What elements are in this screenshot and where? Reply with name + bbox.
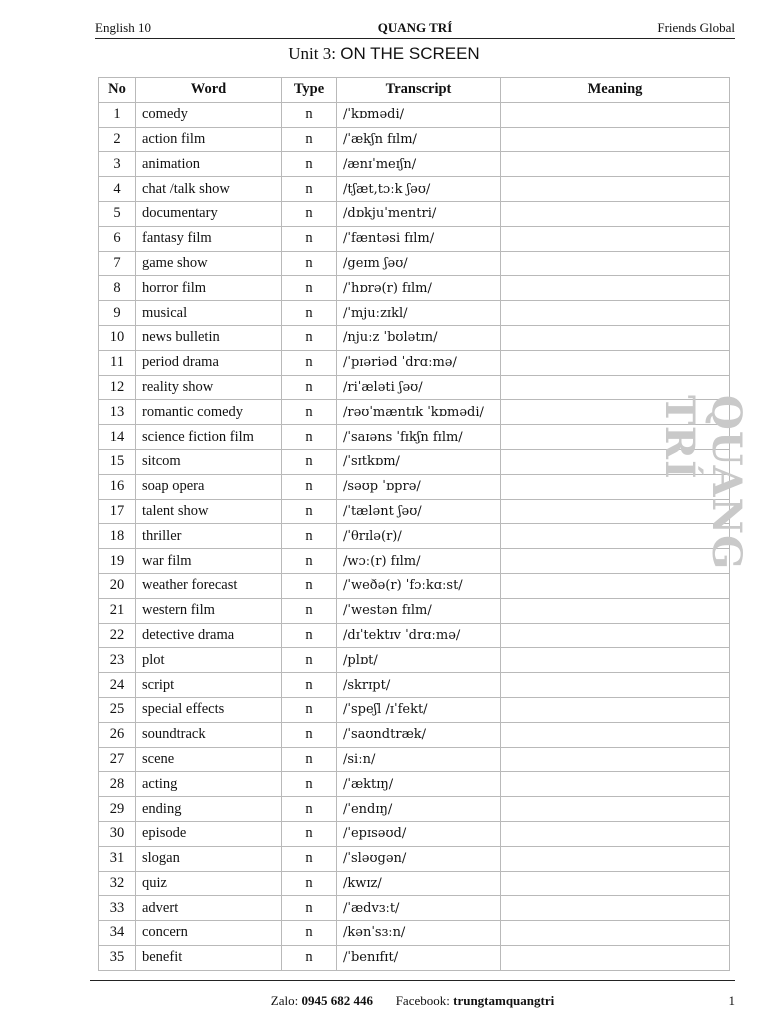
row-number: 18: [99, 524, 136, 549]
type-cell: n: [282, 400, 337, 425]
type-cell: n: [282, 449, 337, 474]
row-number: 34: [99, 921, 136, 946]
type-cell: n: [282, 177, 337, 202]
transcript-cell: /ˈsɪtkɒm/: [337, 449, 501, 474]
footer-contact: [90, 993, 735, 1009]
type-cell: n: [282, 871, 337, 896]
zalo-number: 0945 682 446: [301, 993, 373, 1008]
word-cell: game show: [136, 251, 282, 276]
meaning-cell: [501, 524, 730, 549]
type-cell: n: [282, 573, 337, 598]
word-cell: soundtrack: [136, 722, 282, 747]
transcript-cell: /ˈepɪsəʊd/: [337, 821, 501, 846]
word-cell: episode: [136, 821, 282, 846]
row-number: 11: [99, 350, 136, 375]
row-number: 17: [99, 499, 136, 524]
meaning-cell: [501, 697, 730, 722]
table-row: [99, 549, 730, 574]
row-number: 4: [99, 177, 136, 202]
row-number: 2: [99, 127, 136, 152]
meaning-cell: [501, 177, 730, 202]
transcript-cell: /ˈbenɪfɪt/: [337, 945, 501, 970]
row-number: 19: [99, 549, 136, 574]
transcript-cell: /ˈædvɜːt/: [337, 896, 501, 921]
meaning-cell: [501, 152, 730, 177]
type-cell: n: [282, 772, 337, 797]
row-number: 26: [99, 722, 136, 747]
facebook-label: Facebook:: [395, 993, 450, 1008]
table-row: [99, 301, 730, 326]
type-cell: n: [282, 425, 337, 450]
word-cell: chat /talk show: [136, 177, 282, 202]
table-header-row: [99, 78, 730, 103]
table-row: [99, 623, 730, 648]
type-cell: n: [282, 276, 337, 301]
type-cell: n: [282, 301, 337, 326]
word-cell: benefit: [136, 945, 282, 970]
table-row: [99, 201, 730, 226]
type-cell: n: [282, 846, 337, 871]
row-number: 33: [99, 896, 136, 921]
transcript-cell: /ˈækʃn fɪlm/: [337, 127, 501, 152]
row-number: 13: [99, 400, 136, 425]
meaning-cell: [501, 549, 730, 574]
transcript-cell: /dɒkjuˈmentri/: [337, 201, 501, 226]
meaning-cell: [501, 722, 730, 747]
word-cell: plot: [136, 648, 282, 673]
table-row: [99, 772, 730, 797]
word-cell: special effects: [136, 697, 282, 722]
header-series: Friends Global: [657, 20, 735, 35]
row-number: 20: [99, 573, 136, 598]
table-row: [99, 945, 730, 970]
word-cell: ending: [136, 797, 282, 822]
page-footer: [90, 980, 735, 1011]
row-number: 35: [99, 945, 136, 970]
facebook-handle: trungtamquangtri: [453, 993, 555, 1008]
meaning-cell: [501, 276, 730, 301]
header-course: English 10: [95, 20, 151, 35]
table-row: [99, 499, 730, 524]
word-cell: comedy: [136, 102, 282, 127]
word-cell: musical: [136, 301, 282, 326]
type-cell: n: [282, 375, 337, 400]
row-number: 30: [99, 821, 136, 846]
type-cell: n: [282, 549, 337, 574]
row-number: 16: [99, 474, 136, 499]
word-cell: script: [136, 673, 282, 698]
transcript-cell: /skrɪpt/: [337, 673, 501, 698]
type-cell: n: [282, 722, 337, 747]
row-number: 29: [99, 797, 136, 822]
word-cell: animation: [136, 152, 282, 177]
table-row: [99, 449, 730, 474]
row-number: 23: [99, 648, 136, 673]
table-row: [99, 846, 730, 871]
type-cell: n: [282, 350, 337, 375]
type-cell: n: [282, 499, 337, 524]
table-row: [99, 102, 730, 127]
meaning-cell: [501, 251, 730, 276]
word-cell: thriller: [136, 524, 282, 549]
word-cell: documentary: [136, 201, 282, 226]
meaning-cell: [501, 201, 730, 226]
row-number: 14: [99, 425, 136, 450]
table-row: [99, 598, 730, 623]
type-cell: n: [282, 127, 337, 152]
row-number: 21: [99, 598, 136, 623]
column-header-no: No: [99, 78, 136, 103]
transcript-cell: /riˈæləti ʃəʊ/: [337, 375, 501, 400]
type-cell: n: [282, 226, 337, 251]
transcript-cell: /ˈtælənt ʃəʊ/: [337, 499, 501, 524]
table-row: [99, 350, 730, 375]
transcript-cell: /njuːz ˈbʊlətɪn/: [337, 325, 501, 350]
row-number: 22: [99, 623, 136, 648]
title-unit: Unit 3:: [288, 44, 336, 63]
page-title: [0, 44, 768, 64]
transcript-cell: /geɪm ʃəʊ/: [337, 251, 501, 276]
meaning-cell: [501, 772, 730, 797]
table-row: [99, 871, 730, 896]
type-cell: n: [282, 945, 337, 970]
meaning-cell: [501, 623, 730, 648]
table-row: [99, 524, 730, 549]
type-cell: n: [282, 152, 337, 177]
type-cell: n: [282, 648, 337, 673]
word-cell: detective drama: [136, 623, 282, 648]
transcript-cell: /wɔː(r) fɪlm/: [337, 549, 501, 574]
row-number: 24: [99, 673, 136, 698]
transcript-cell: /ˈæktɪŋ/: [337, 772, 501, 797]
transcript-cell: /ˈsaɪəns ˈfɪkʃn fɪlm/: [337, 425, 501, 450]
row-number: 9: [99, 301, 136, 326]
transcript-cell: /tʃæt,tɔːk ʃəʊ/: [337, 177, 501, 202]
meaning-cell: [501, 127, 730, 152]
meaning-cell: [501, 871, 730, 896]
page-number: 1: [728, 993, 735, 1008]
row-number: 31: [99, 846, 136, 871]
meaning-cell: [501, 573, 730, 598]
table-row: [99, 400, 730, 425]
meaning-cell: [501, 797, 730, 822]
transcript-cell: /ˈendɪŋ/: [337, 797, 501, 822]
table-row: [99, 226, 730, 251]
table-body: [99, 102, 730, 970]
type-cell: n: [282, 325, 337, 350]
word-cell: western film: [136, 598, 282, 623]
page-header: [95, 18, 735, 39]
column-header-type: Type: [282, 78, 337, 103]
column-header-meaning: Meaning: [501, 78, 730, 103]
watermark-logo: QUANG TRÍ: [656, 395, 750, 571]
type-cell: n: [282, 821, 337, 846]
meaning-cell: [501, 896, 730, 921]
type-cell: n: [282, 747, 337, 772]
meaning-cell: [501, 821, 730, 846]
row-number: 12: [99, 375, 136, 400]
transcript-cell: /ˈsləʊgən/: [337, 846, 501, 871]
transcript-cell: /ˈwestən fɪlm/: [337, 598, 501, 623]
row-number: 28: [99, 772, 136, 797]
word-cell: war film: [136, 549, 282, 574]
table-row: [99, 573, 730, 598]
meaning-cell: [501, 648, 730, 673]
word-cell: action film: [136, 127, 282, 152]
row-number: 7: [99, 251, 136, 276]
transcript-cell: /ˈmjuːzɪkl/: [337, 301, 501, 326]
word-cell: weather forecast: [136, 573, 282, 598]
transcript-cell: /ˈfæntəsi fɪlm/: [337, 226, 501, 251]
table-row: [99, 797, 730, 822]
transcript-cell: /ænɪˈmeɪʃn/: [337, 152, 501, 177]
table-row: [99, 821, 730, 846]
transcript-cell: /siːn/: [337, 747, 501, 772]
table-row: [99, 474, 730, 499]
table-row: [99, 127, 730, 152]
table-row: [99, 425, 730, 450]
row-number: 25: [99, 697, 136, 722]
table-row: [99, 673, 730, 698]
table-row: [99, 325, 730, 350]
transcript-cell: /ˈhɒrə(r) fɪlm/: [337, 276, 501, 301]
type-cell: n: [282, 797, 337, 822]
word-cell: romantic comedy: [136, 400, 282, 425]
transcript-cell: /ˈsaʊndtræk/: [337, 722, 501, 747]
transcript-cell: /səʊp ˈɒprə/: [337, 474, 501, 499]
word-cell: soap opera: [136, 474, 282, 499]
meaning-cell: [501, 598, 730, 623]
transcript-cell: /kwɪz/: [337, 871, 501, 896]
word-cell: science fiction film: [136, 425, 282, 450]
meaning-cell: [501, 921, 730, 946]
transcript-cell: /ˈθrɪlə(r)/: [337, 524, 501, 549]
transcript-cell: /ˈspeʃl /ɪˈfekt/: [337, 697, 501, 722]
word-cell: talent show: [136, 499, 282, 524]
type-cell: n: [282, 896, 337, 921]
column-header-transcript: Transcript: [337, 78, 501, 103]
meaning-cell: [501, 350, 730, 375]
type-cell: n: [282, 921, 337, 946]
meaning-cell: [501, 747, 730, 772]
type-cell: n: [282, 598, 337, 623]
word-cell: quiz: [136, 871, 282, 896]
row-number: 3: [99, 152, 136, 177]
transcript-cell: /rəʊˈmæntɪk ˈkɒmədi/: [337, 400, 501, 425]
type-cell: n: [282, 673, 337, 698]
type-cell: n: [282, 102, 337, 127]
word-cell: sitcom: [136, 449, 282, 474]
column-header-word: Word: [136, 78, 282, 103]
table-row: [99, 747, 730, 772]
type-cell: n: [282, 474, 337, 499]
table-row: [99, 722, 730, 747]
word-cell: slogan: [136, 846, 282, 871]
type-cell: n: [282, 524, 337, 549]
table-row: [99, 375, 730, 400]
word-cell: advert: [136, 896, 282, 921]
word-cell: horror film: [136, 276, 282, 301]
type-cell: n: [282, 251, 337, 276]
type-cell: n: [282, 623, 337, 648]
table-row: [99, 152, 730, 177]
word-cell: fantasy film: [136, 226, 282, 251]
meaning-cell: [501, 673, 730, 698]
title-topic: ON THE SCREEN: [340, 44, 480, 63]
transcript-cell: /plɒt/: [337, 648, 501, 673]
table-row: [99, 697, 730, 722]
word-cell: period drama: [136, 350, 282, 375]
transcript-cell: /ˈpɪəriəd ˈdrɑːmə/: [337, 350, 501, 375]
transcript-cell: /ˈkɒmədi/: [337, 102, 501, 127]
row-number: 5: [99, 201, 136, 226]
meaning-cell: [501, 102, 730, 127]
row-number: 6: [99, 226, 136, 251]
vocabulary-table: [98, 77, 730, 971]
meaning-cell: [501, 945, 730, 970]
zalo-label: Zalo:: [270, 993, 299, 1008]
meaning-cell: [501, 301, 730, 326]
header-brand: QUANG TRÍ: [377, 20, 453, 35]
meaning-cell: [501, 499, 730, 524]
transcript-cell: /dɪˈtektɪv ˈdrɑːmə/: [337, 623, 501, 648]
row-number: 8: [99, 276, 136, 301]
table-row: [99, 251, 730, 276]
type-cell: n: [282, 697, 337, 722]
word-cell: acting: [136, 772, 282, 797]
word-cell: scene: [136, 747, 282, 772]
meaning-cell: [501, 846, 730, 871]
transcript-cell: /ˈweðə(r) ˈfɔːkɑːst/: [337, 573, 501, 598]
row-number: 10: [99, 325, 136, 350]
row-number: 32: [99, 871, 136, 896]
meaning-cell: [501, 226, 730, 251]
transcript-cell: /kənˈsɜːn/: [337, 921, 501, 946]
type-cell: n: [282, 201, 337, 226]
word-cell: reality show: [136, 375, 282, 400]
row-number: 1: [99, 102, 136, 127]
table-row: [99, 276, 730, 301]
table-row: [99, 177, 730, 202]
table-row: [99, 896, 730, 921]
table-row: [99, 648, 730, 673]
meaning-cell: [501, 325, 730, 350]
row-number: 15: [99, 449, 136, 474]
row-number: 27: [99, 747, 136, 772]
word-cell: concern: [136, 921, 282, 946]
word-cell: news bulletin: [136, 325, 282, 350]
table-row: [99, 921, 730, 946]
